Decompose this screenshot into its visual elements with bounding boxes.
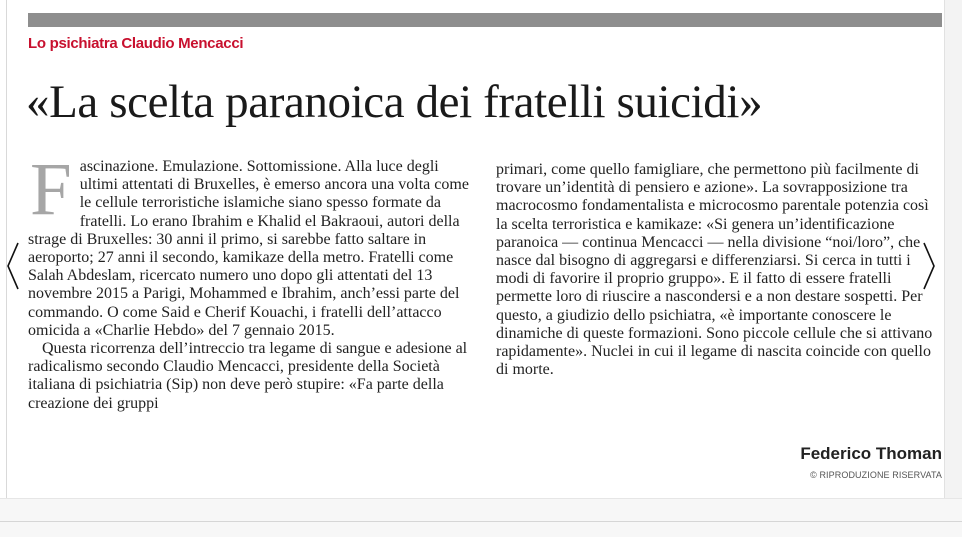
next-page-button[interactable] (918, 236, 940, 296)
article-headline: «La scelta paranoica dei fratelli suicidi» (26, 76, 763, 128)
drop-cap: F (30, 148, 72, 231)
paragraph-3: primari, come quello famigliare, che permettono più facilmente di trovare un’identità di pensiero e azione». La sovrapposizione tra macrocosmo fondamentalista e microcosmo parentale potenzia così la scelta terroristica e kamikaze: «Si genera un’identificazione paranoica — continua Mencacci — nella divisione “noi/loro”, che nasce dal bisogno di aggregarsi e differenziarsi. Si cerca in tutti i modi di favorire il proprio gruppo». E il fatto di essere fratelli permette loro di riuscire a nascondersi e a non destare sospetti. Per questo, a giudizio dello psichiatra, «è importante conoscere le dinamiche di queste formazioni. Sono piccole cellule che si attivano rapidamente». Nuclei in cui il legame di nascita coincide con quello di morte. (496, 161, 933, 379)
bottom-divider (0, 521, 962, 522)
article-column-right (496, 161, 944, 379)
author-byline: Federico Thoman (800, 444, 942, 463)
right-sidebar (944, 0, 962, 498)
paragraph-1-text: ascinazione. Emulazione. Sottomissione. Alla luce degli ultimi attentati di Bruxelles, è emerso ancora una volta come le cellule terroristiche islamiche siano spesso formate da fratelli. Lo erano Ibrahim e Khalid el Bakraoui, autori della strage di Bruxelles: 30 anni il primo, si sarebbe fatto saltare in aeroporto; 27 anni il secondo, kamikaze della metro. Fratelli come Salah Abdeslam, ricercato numero uno dopo gli attentati del 13 novembre 2015 a Parigi, Mohammed e Ibrahim, anch’essi parte del commando. O come Said e Cherif Kouachi, i fratelli dell’attacco omicida a «Charlie Hebdo» del 7 gennaio 2015. (28, 158, 469, 339)
chevron-right-icon (922, 241, 936, 291)
article-column-left (28, 148, 478, 413)
section-top-bar (28, 13, 942, 27)
previous-page-button[interactable] (2, 236, 24, 296)
paragraph-1 (28, 148, 478, 340)
copyright-notice: © RIPRODUZIONE RISERVATA (810, 470, 942, 480)
paragraph-2: Questa ricorrenza dell’intreccio tra legame di sangue e adesione al radicalismo secondo Claudio Mencacci, presidente della Società italiana di psichiatria (Sip) non deve però stupire: «Fa parte della creazione dei gruppi (28, 340, 468, 412)
chevron-left-icon (6, 241, 20, 291)
bottom-page-area (0, 498, 962, 537)
article-kicker: Lo psichiatra Claudio Mencacci (28, 35, 244, 52)
